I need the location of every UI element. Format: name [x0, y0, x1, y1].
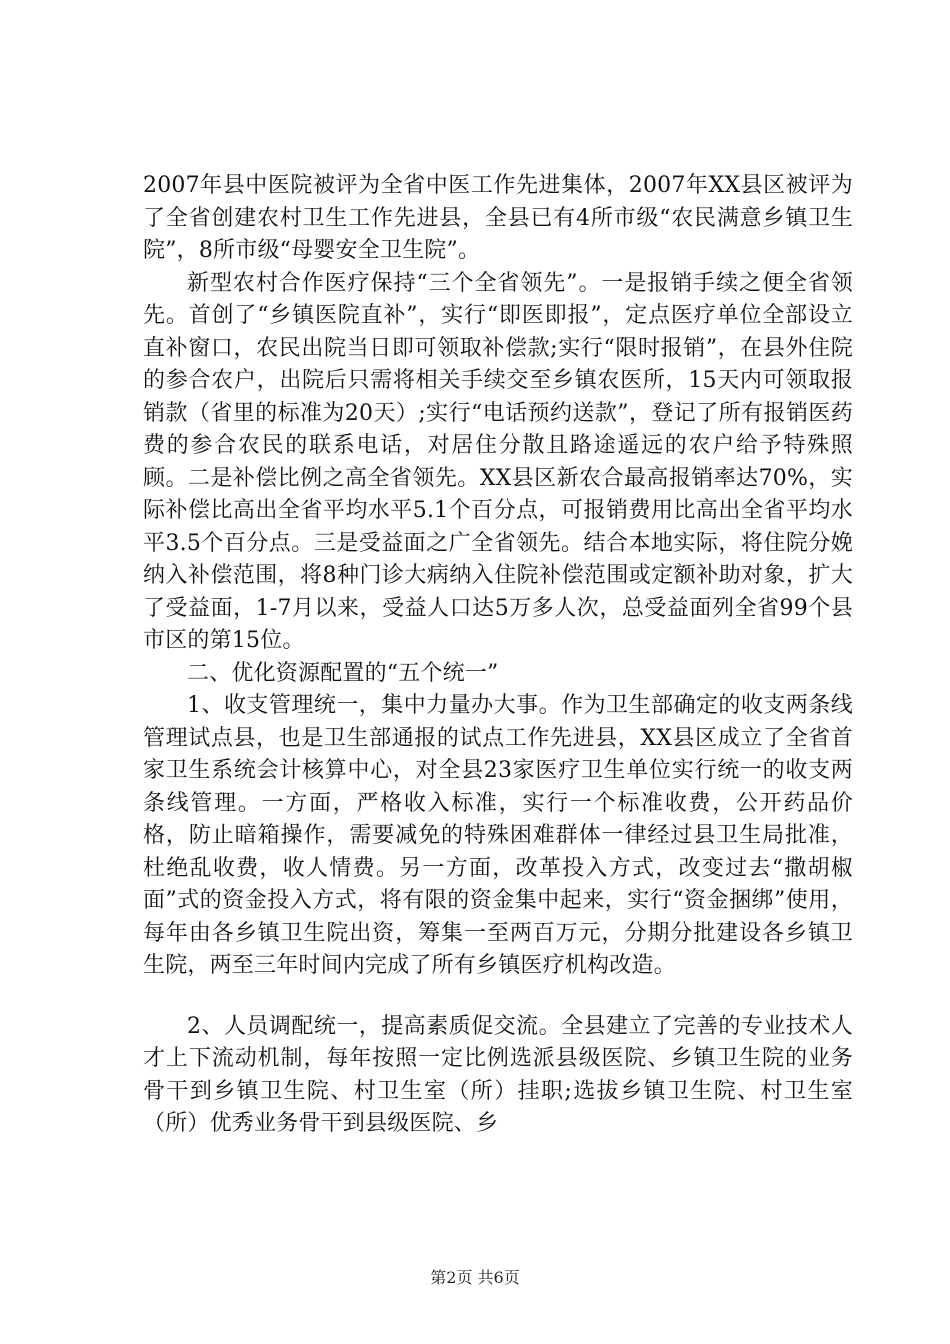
paragraph-3: 1、收支管理统一，集中力量办大事。作为卫生部确定的收支两条线管理试点县，也是卫生部通报的试点工作先进县，XX县区成立了全省首家卫生系统会计核算中心，对全县23家医疗卫生单位实行统一的收支两条线管理。一方面，严格收入标准，实行一个标准收费，公开药品价格，防止暗箱操作，需要减免的特殊困难群体一律经过县卫生局批准，杜绝乱收费，收人情费。另一方面，改革投入方式，改变过去“撒胡椒面”式的资金投入方式，将有限的资金集中起来，实行“资金捆绑”使用，每年由各乡镇卫生院出资，筹集一至两百万元，分期分批建设各乡镇卫生院，两至三年时间内完成了所有乡镇医疗机构改造。: [143, 693, 853, 978]
paragraph-1: 2007年县中医院被评为全省中医工作先进集体，2007年XX县区被评为了全省创建农村卫生工作先进县，全县已有4所市级“农民满意乡镇卫生院”，8所市级“母婴安全卫生院”。: [143, 173, 853, 263]
paragraph-2: 新型农村合作医疗保持“三个全省领先”。一是报销手续之便全省领先。首创了“乡镇医院直补”，实行“即医即报”，定点医疗单位全部设立直补窗口，农民出院当日即可领取补偿款;实行“限时报销”，在县外住院的参合农户，出院后只需将相关手续交至乡镇农医所，15天内可领取报销款（省里的标准为20天）;实行“电话预约送款”，登记了所有报销医药费的参合农民的联系电话，对居住分散且路途遥远的农户给予特殊照顾。二是补偿比例之高全省领先。XX县区新农合最高报销率达70%，实际补偿比高出全省平均水平5.1个百分点，可报销费用比高出全省平均水平3.5个百分点。三是受益面之广全省领先。结合本地实际，将住院分娩纳入补偿范围，将8种门诊大病纳入住院补偿范围或定额补助对象，扩大了受益面，1-7月以来，受益人口达5万多人次，总受益面列全省99个县市区的第15位。: [143, 270, 853, 653]
section-heading: 二、优化资源配置的“五个统一”: [187, 660, 499, 686]
paragraph-4: 2、人员调配统一，提高素质促交流。全县建立了完善的专业技术人才上下流动机制，每年按照一定比例选派县级医院、乡镇卫生院的业务骨干到乡镇卫生院、村卫生室（所）挂职;选拔乡镇卫生院、村卫生室（所）优秀业务骨干到县级医院、乡: [143, 1013, 853, 1136]
page-number-footer: 第2页 共6页: [430, 1268, 520, 1287]
document-body: [143, 170, 853, 1141]
